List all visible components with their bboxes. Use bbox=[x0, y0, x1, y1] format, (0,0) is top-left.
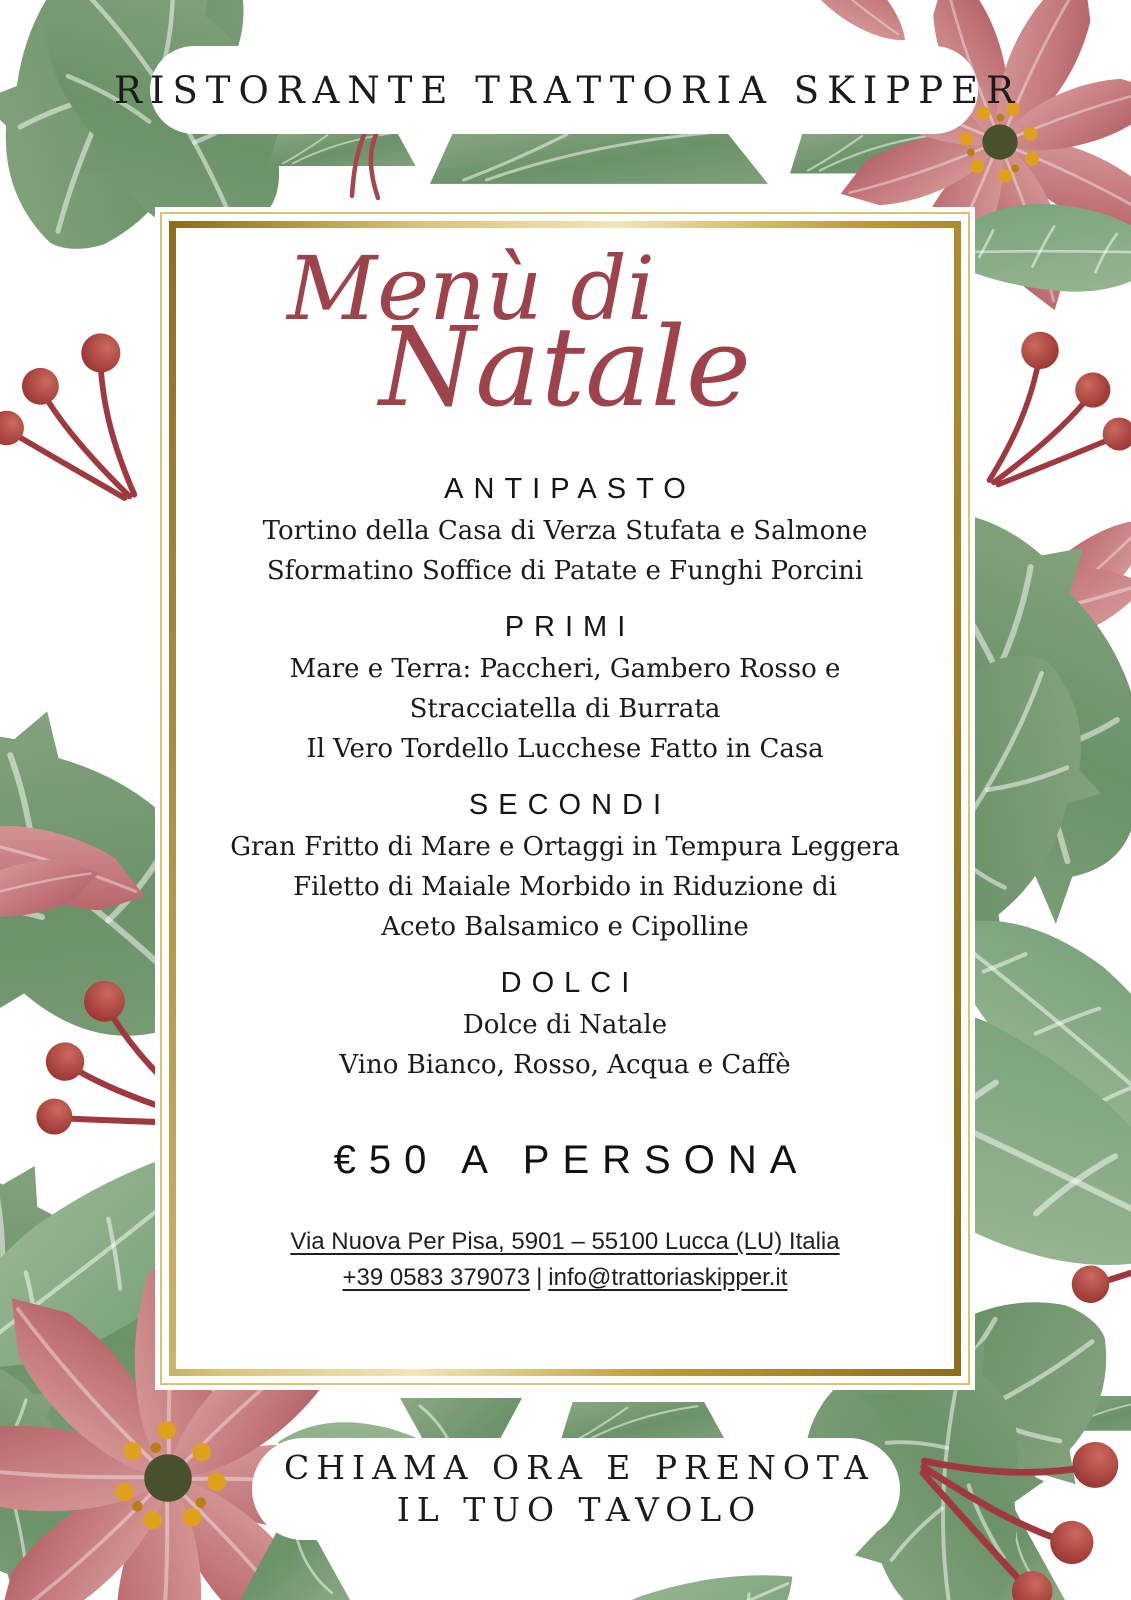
menu-item-line: Stracciatella di Burrata bbox=[409, 693, 721, 724]
menu-item-line: Aceto Balsamico e Cipolline bbox=[381, 911, 749, 942]
berry-cluster-icon bbox=[0, 320, 156, 500]
menu-item-line: Mare e Terra: Paccheri, Gambero Rosso e bbox=[289, 653, 841, 684]
cta-line2: IL TUO TAVOLO bbox=[396, 1490, 763, 1529]
address-link[interactable]: Via Nuova Per Pisa, 5901 – 55100 Lucca (LU) Italia bbox=[290, 1227, 840, 1255]
berry-cluster-icon bbox=[989, 332, 1131, 485]
menu-item-line: Vino Bianco, Rosso, Acqua e Caffè bbox=[339, 1049, 791, 1080]
section-lines bbox=[195, 1008, 935, 1082]
section-heading: PRIMI bbox=[504, 610, 636, 643]
menu-item-line: Filetto di Maiale Morbido in Riduzione di bbox=[293, 871, 837, 902]
email-link[interactable]: info@trattoriaskipper.it bbox=[548, 1263, 788, 1291]
section-lines bbox=[195, 514, 935, 588]
phone-link[interactable]: +39 0583 379073 bbox=[342, 1263, 531, 1291]
menu-item-line: Dolce di Natale bbox=[462, 1009, 668, 1040]
menu-title-script-line1: Menù di bbox=[287, 237, 655, 340]
menu-item-line: Tortino della Casa di Verza Stufata e Salmone bbox=[262, 515, 868, 546]
menu-section bbox=[195, 786, 935, 944]
menu-section bbox=[195, 608, 935, 766]
section-heading: SECONDI bbox=[468, 788, 672, 821]
section-lines bbox=[195, 652, 935, 766]
contact-address-row bbox=[290, 1224, 839, 1260]
leaf-fragment-icon bbox=[560, 1402, 727, 1443]
price-per-person: €50 A PERSONA bbox=[333, 1137, 810, 1182]
menu-sections bbox=[195, 450, 935, 1088]
contact-separator: | bbox=[536, 1263, 543, 1291]
menu-item-line: Gran Fritto di Mare e Ortaggi in Tempura Leggera bbox=[230, 831, 900, 862]
section-lines bbox=[195, 830, 935, 944]
menu-card bbox=[155, 207, 975, 1390]
menu-item-line: Sformatino Soffice di Patate e Funghi Porcini bbox=[266, 555, 864, 586]
restaurant-name: RISTORANTE TRATTORIA SKIPPER bbox=[113, 68, 1023, 112]
menu-section bbox=[195, 470, 935, 588]
leaf-fragment-icon bbox=[430, 127, 768, 184]
section-heading: DOLCI bbox=[500, 966, 640, 999]
contact-block bbox=[290, 1224, 839, 1296]
leaf-icon bbox=[543, 1562, 810, 1600]
menu-card-content bbox=[155, 207, 975, 1390]
section-heading: ANTIPASTO bbox=[444, 472, 696, 505]
menu-item-line: Il Vero Tordello Lucchese Fatto in Casa bbox=[306, 733, 824, 764]
leaf-fragment-icon bbox=[268, 130, 416, 166]
menu-section bbox=[195, 964, 935, 1082]
cta-banner bbox=[252, 1438, 900, 1540]
menu-title-script-line2: Natale bbox=[379, 303, 751, 432]
restaurant-name-banner bbox=[113, 46, 1023, 134]
contact-phone-row bbox=[290, 1260, 839, 1296]
cta-line1: CHIAMA ORA E PRENOTA bbox=[284, 1447, 875, 1487]
